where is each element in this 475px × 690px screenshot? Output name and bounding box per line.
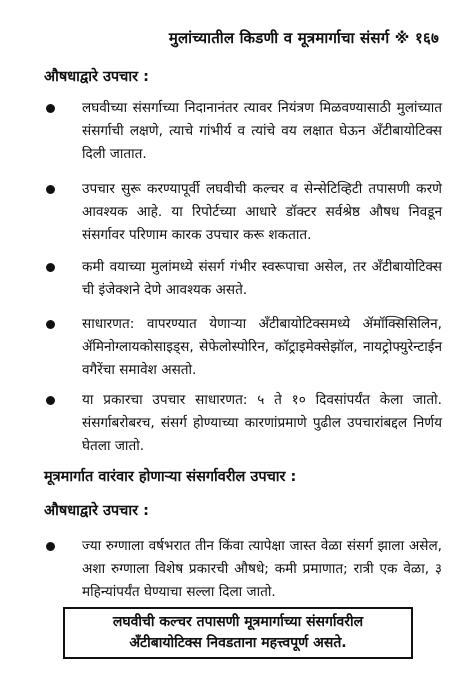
callout-line-2: अँटीबायोटिक्स निवडताना महत्त्वपूर्ण असते.: [129, 635, 347, 651]
bullet-icon: [46, 104, 55, 113]
bullet-icon: [46, 185, 55, 194]
section-heading-medication: औषधाद्वारे उपचार :: [44, 69, 149, 85]
bullet-icon: [46, 263, 55, 272]
bullet-text: लघवीच्या संसर्गाच्या निदानानंतर त्यावर नियंत्रण मिळवण्यासाठी मुलांच्यात संसर्गाची लक्षणे, त्याचे गांभीर्य व त्यांचे वय लक्षात घेऊन अँटीबायोटिक्स दिली जातात.: [82, 100, 442, 162]
callout-line-1: लघवीची कल्चर तपासणी मूत्रमार्गाच्या संसर्गावरील: [112, 614, 364, 630]
running-head: मुलांच्यातील किडणी व मूत्रमार्गाचा संसर्ग ※ १६७: [168, 29, 439, 47]
bullet-icon: [46, 542, 55, 551]
bullet-text: कमी वयाच्या मुलांमध्ये संसर्ग गंभीर स्वरूपाचा असेल, तर अँटीबायोटिक्स ची इंजेक्शने देणे आवश्यक असते.: [82, 259, 442, 298]
subheading-medication: औषधाद्वारे उपचार :: [44, 503, 149, 519]
bullet-icon: [46, 396, 55, 405]
bullet-text: उपचार सुरू करण्यापूर्वी लघवीची कल्चर व सेन्सेटिव्हिटी तपासणी करणे आवश्यक आहे. या रिपोर्टच्या आधारे डॉक्टर सर्वश्रेष्ठ औषध निवडून संसर्गावर परिणाम कारक उपचार करू शकतात.: [82, 181, 442, 243]
bullet-text: या प्रकारचा उपचार साधारणत: ५ ते १० दिवसांपर्यंत केला जातो. संसर्गाबरोबरच, संसर्ग होण्याच्या कारणांप्रमाणे पुढील उपचारांबद्दल निर्णय घेतला जातो.: [82, 392, 442, 454]
bullet-icon: [46, 320, 55, 329]
bullet-text: ज्या रुग्णाला वर्षभरात तीन किंवा त्यापेक्षा जास्त वेळा संसर्ग झाला असेल, अशा रुग्णाला विशेष प्रकारची औषधे; कमी प्रमाणात; रात्री एक वेळा, ३ महिन्यांपर्यंत घेण्याचा सल्ला दिला जातो.: [82, 538, 442, 600]
callout-box: [63, 607, 413, 659]
bullet-text: साधारणत: वापरण्यात येणाऱ्या अँटीबायोटिक्समध्ये ॲमॉक्सिसिलिन, ॲमिनोग्लायकोसाइड्स, सेफेलोस्पोरिन, कॉट्राइमेक्सेझॉल, नायट्रोफ्युरेन्टाईन वगैरेंचा समावेश असतो.: [82, 316, 442, 378]
section-heading-recurrent-infection: मूत्रमार्गात वारंवार होणाऱ्या संसर्गावरील उपचार :: [44, 469, 297, 485]
